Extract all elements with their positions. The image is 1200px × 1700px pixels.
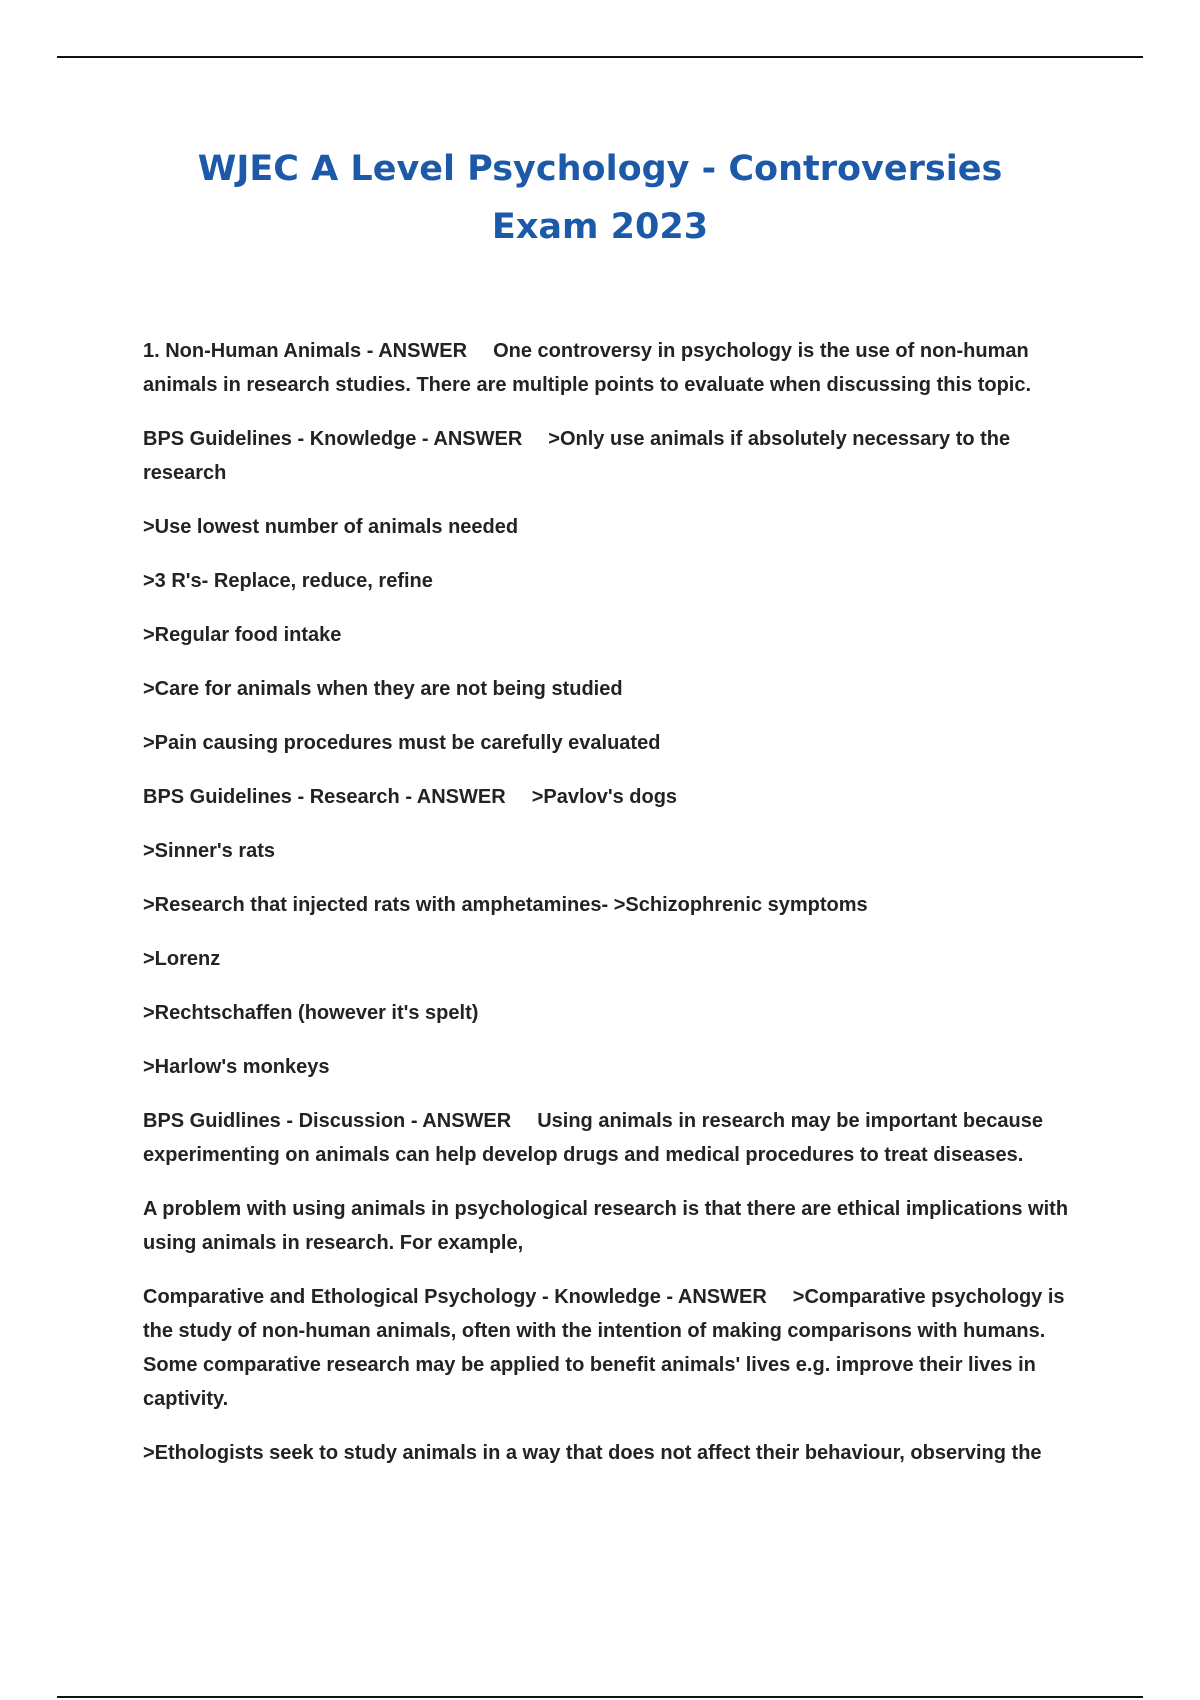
entry-answer: Using animals in research may be important because experimenting on animals can help develop drugs and medical procedures to treat diseases. [143,1110,1043,1166]
entry-16 [143,1280,1095,1416]
entry-8 [143,780,1095,814]
entry-3 [143,510,1095,544]
entry-question: 1. Non-Human Animals - ANSWER [143,340,468,362]
entry-question: Comparative and Ethological Psychology - Knowledge - ANSWER [143,1286,767,1308]
entry-answer: >Pavlov's dogs [531,786,678,808]
entry-11 [143,942,1095,976]
entry-answer: >Regular food intake [143,624,342,646]
entry-5 [143,618,1095,652]
entry-answer: >Use lowest number of animals needed [143,516,519,538]
entry-7 [143,726,1095,760]
entry-9 [143,834,1095,868]
entry-answer: >Only use animals if absolutely necessary to the research [143,428,1011,484]
entry-answer: >Care for animals when they are not being studied [143,678,623,700]
entry-question: BPS Guidelines - Research - ANSWER [143,786,506,808]
entry-answer: >Research that injected rats with amphetamines- >Schizophrenic symptoms [143,894,868,916]
entry-14 [143,1104,1095,1172]
entry-answer: >Rechtschaffen (however it's spelt) [143,1002,479,1024]
entry-answer: >Ethologists seek to study animals in a way that does not affect their behaviour, observing the [143,1442,1042,1464]
entry-answer: A problem with using animals in psychological research is that there are ethical implications with using animals in research. For example, [143,1198,1069,1254]
entry-4 [143,564,1095,598]
entry-question: BPS Guidelines - Knowledge - ANSWER [143,428,523,450]
entry-15 [143,1192,1095,1260]
entry-2 [143,422,1095,490]
document-title [100,140,1100,256]
top-rule [57,56,1143,58]
entry-17 [143,1436,1095,1470]
entry-answer: >Lorenz [143,948,221,970]
entry-12 [143,996,1095,1030]
title-line-2: Exam 2023 [491,207,709,247]
entry-answer: >Sinner's rats [143,840,276,862]
entry-answer: >Harlow's monkeys [143,1056,330,1078]
entry-answer: One controversy in psychology is the use of non-human animals in research studies. There are multiple points to evaluate when discussing this topic. [143,340,1032,396]
entry-10 [143,888,1095,922]
entry-6 [143,672,1095,706]
entry-question: BPS Guidlines - Discussion - ANSWER [143,1110,512,1132]
entry-answer: >Comparative psychology is the study of non-human animals, often with the intention of making comparisons with humans. Some comparative research may be applied to benefit animals' lives e.g. improve their lives in captivity. [143,1286,1065,1410]
entry-1 [143,334,1095,402]
entry-13 [143,1050,1095,1084]
entry-answer: >3 R's- Replace, reduce, refine [143,570,433,592]
entry-answer: >Pain causing procedures must be carefully evaluated [143,732,661,754]
bottom-rule [57,1696,1143,1698]
document-body [143,334,1095,1490]
title-line-1: WJEC A Level Psychology - Controversies [197,149,1003,189]
